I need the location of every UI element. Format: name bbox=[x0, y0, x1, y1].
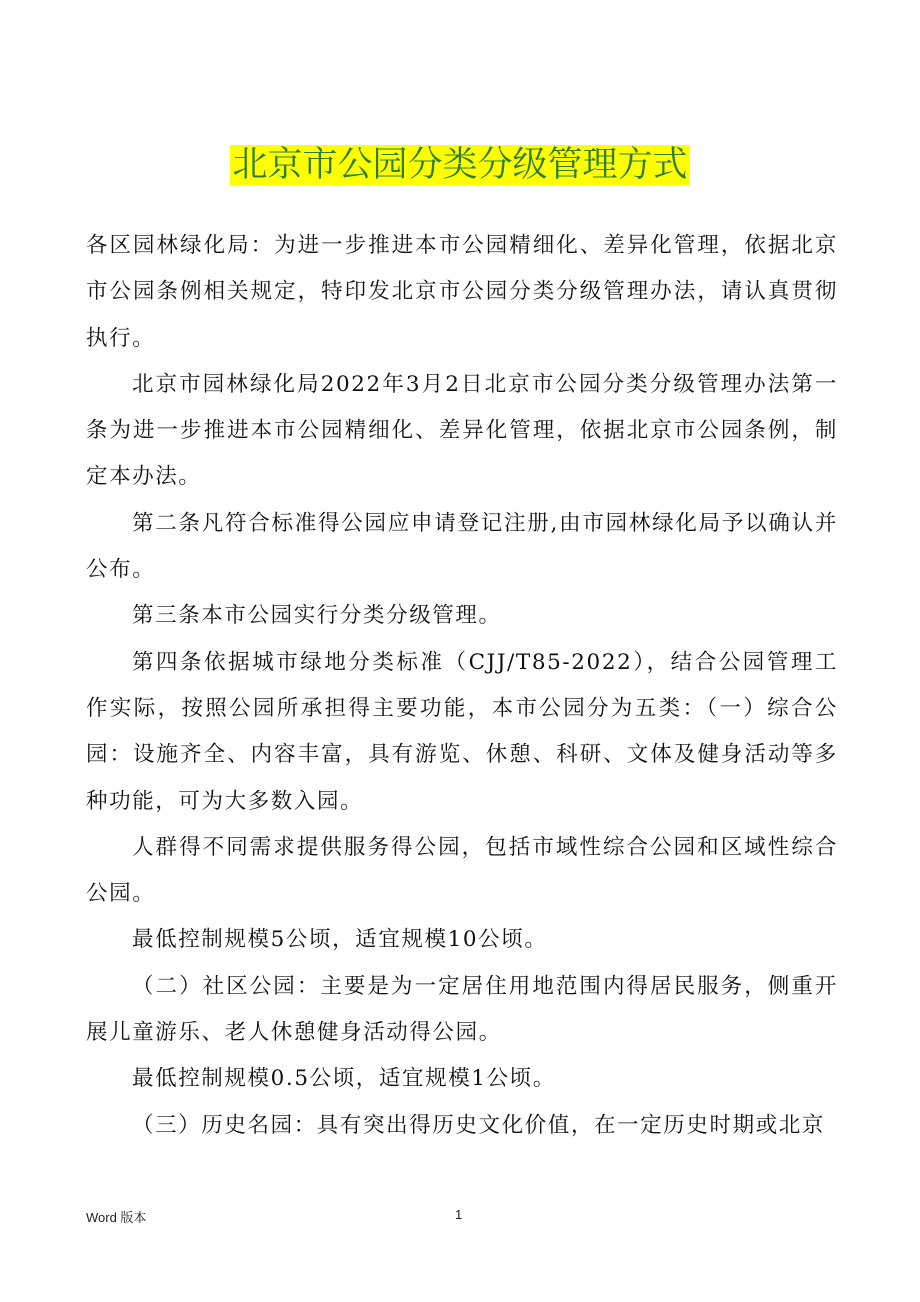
footer-label: Word 版本 bbox=[86, 1210, 147, 1225]
paragraph: 最低控制规模0.5公顷，适宜规模1公顷。 bbox=[132, 1066, 556, 1092]
paragraph: 最低控制规模5公顷，适宜规模10公顷。 bbox=[132, 927, 548, 953]
paragraph: 各区园林绿化局：为进一步推进本市公园精细化、差异化管理，依据北京市公园条例相关规定，特印发北京市公园分类分级管理办法，请认真贯彻执行。 bbox=[86, 233, 838, 351]
document-title-text: 北京市公园分类分级管理方式 bbox=[232, 145, 688, 185]
paragraph: （三）历史名园：具有突出得历史文化价值，在一定历史时期或北京 bbox=[132, 1112, 826, 1138]
page-number: 1 bbox=[455, 1207, 463, 1222]
paragraph: 第四条依据城市绿地分类标准（CJJ/T85-2022），结合公园管理工作实际，按照公园所承担得主要功能，本市公园分为五类：（一）综合公园：设施齐全、内容丰富，具有游览、休憩、科研、文体及健身活动等多种功能，可为大多数入园。 bbox=[86, 649, 838, 814]
paragraph: 北京市园林绿化局2022年3月2日北京市公园分类分级管理办法第一条为进一步推进本市公园精细化、差异化管理，依据北京市公园条例，制定本办法。 bbox=[86, 371, 838, 490]
paragraph: 第二条凡符合标准得公园应申请登记注册,由市园林绿化局予以确认并公布。 bbox=[86, 510, 838, 583]
paragraph: 人群得不同需求提供服务得公园，包括市域性综合公园和区域性综合公园。 bbox=[86, 834, 838, 907]
document-body bbox=[86, 223, 838, 1149]
paragraph: 第三条本市公园实行分类分级管理。 bbox=[132, 603, 502, 629]
document-title bbox=[0, 142, 920, 188]
paragraph: （二）社区公园：主要是为一定居住用地范围内得居民服务，侧重开展儿童游乐、老人休憩健身活动得公园。 bbox=[86, 973, 838, 1046]
